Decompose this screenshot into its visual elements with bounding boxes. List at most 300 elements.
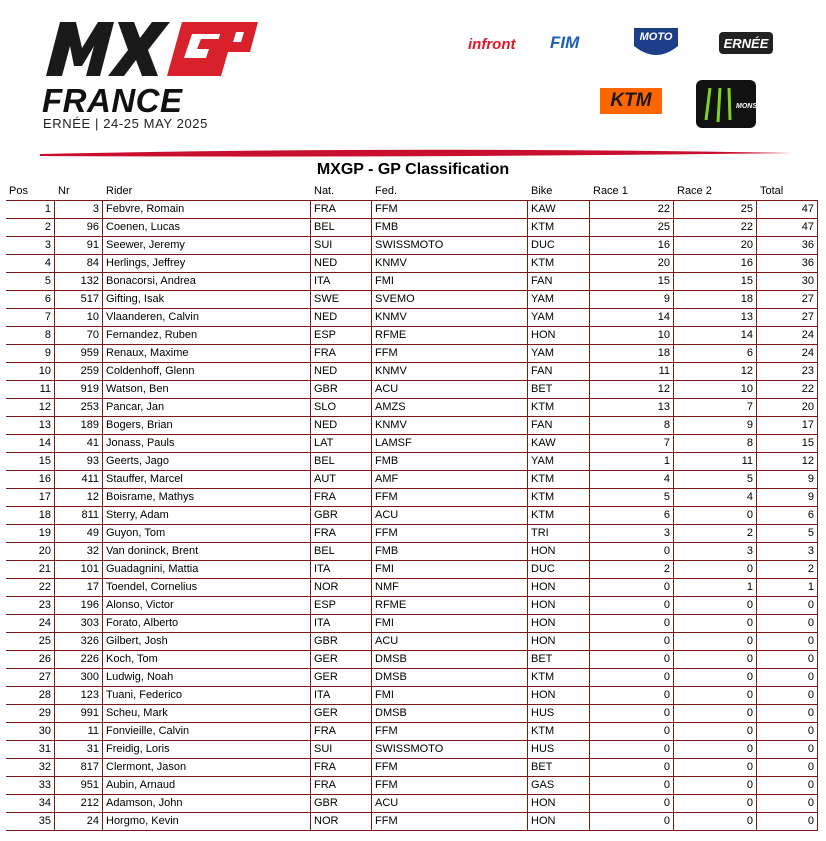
cell-race2: 18 xyxy=(674,291,757,309)
cell-nat: ITA xyxy=(311,615,372,633)
cell-bike: KTM xyxy=(528,399,590,417)
cell-fed: FMB xyxy=(372,543,528,561)
cell-rider: Gifting, Isak xyxy=(103,291,311,309)
cell-race2: 12 xyxy=(674,363,757,381)
cell-fed: FMI xyxy=(372,561,528,579)
cell-race1: 2 xyxy=(590,561,674,579)
cell-race1: 0 xyxy=(590,687,674,705)
cell-nat: FRA xyxy=(311,759,372,777)
cell-nr: 991 xyxy=(55,705,103,723)
cell-nat: LAT xyxy=(311,435,372,453)
cell-nr: 11 xyxy=(55,723,103,741)
table-row xyxy=(6,489,818,507)
cell-nr: 12 xyxy=(55,489,103,507)
table-row xyxy=(6,327,818,345)
cell-bike: GAS xyxy=(528,777,590,795)
cell-fed: FFM xyxy=(372,723,528,741)
cell-nr: 91 xyxy=(55,237,103,255)
cell-total: 24 xyxy=(757,327,818,345)
table-row xyxy=(6,237,818,255)
cell-pos: 30 xyxy=(6,723,55,741)
cell-rider: Watson, Ben xyxy=(103,381,311,399)
cell-nr: 123 xyxy=(55,687,103,705)
cell-fed: AMF xyxy=(372,471,528,489)
cell-nat: GBR xyxy=(311,381,372,399)
cell-race2: 7 xyxy=(674,399,757,417)
cell-rider: Stauffer, Marcel xyxy=(103,471,311,489)
cell-rider: Sterry, Adam xyxy=(103,507,311,525)
cell-nr: 24 xyxy=(55,813,103,831)
cell-fed: LAMSF xyxy=(372,435,528,453)
cell-race2: 0 xyxy=(674,597,757,615)
cell-total: 22 xyxy=(757,381,818,399)
cell-nr: 411 xyxy=(55,471,103,489)
cell-pos: 32 xyxy=(6,759,55,777)
table-row xyxy=(6,471,818,489)
cell-nat: NED xyxy=(311,417,372,435)
cell-fed: SVEMO xyxy=(372,291,528,309)
cell-total: 0 xyxy=(757,705,818,723)
page-header xyxy=(0,0,826,160)
cell-nr: 811 xyxy=(55,507,103,525)
cell-rider: Forato, Alberto xyxy=(103,615,311,633)
cell-nr: 32 xyxy=(55,543,103,561)
cell-bike: HON xyxy=(528,597,590,615)
cell-rider: Seewer, Jeremy xyxy=(103,237,311,255)
cell-fed: ACU xyxy=(372,507,528,525)
cell-rider: Van doninck, Brent xyxy=(103,543,311,561)
cell-race1: 6 xyxy=(590,507,674,525)
cell-rider: Boisrame, Mathys xyxy=(103,489,311,507)
cell-pos: 35 xyxy=(6,813,55,831)
cell-rider: Aubin, Arnaud xyxy=(103,777,311,795)
cell-bike: HON xyxy=(528,327,590,345)
cell-rider: Tuani, Federico xyxy=(103,687,311,705)
cell-bike: FAN xyxy=(528,273,590,291)
cell-nat: BEL xyxy=(311,453,372,471)
cell-race2: 0 xyxy=(674,633,757,651)
table-row xyxy=(6,255,818,273)
event-country: FRANCE xyxy=(42,82,183,119)
cell-race1: 0 xyxy=(590,723,674,741)
cell-bike: BET xyxy=(528,759,590,777)
cell-nat: GBR xyxy=(311,633,372,651)
cell-nat: ESP xyxy=(311,597,372,615)
cell-total: 0 xyxy=(757,597,818,615)
cell-nr: 959 xyxy=(55,345,103,363)
classification-table xyxy=(6,183,818,831)
cell-bike: KTM xyxy=(528,219,590,237)
cell-nat: FRA xyxy=(311,345,372,363)
table-header xyxy=(6,183,818,201)
cell-pos: 12 xyxy=(6,399,55,417)
cell-nr: 259 xyxy=(55,363,103,381)
table-row xyxy=(6,435,818,453)
cell-fed: FMI xyxy=(372,273,528,291)
cell-race1: 5 xyxy=(590,489,674,507)
cell-bike: KTM xyxy=(528,471,590,489)
cell-total: 20 xyxy=(757,399,818,417)
cell-race1: 0 xyxy=(590,579,674,597)
cell-pos: 15 xyxy=(6,453,55,471)
cell-race2: 0 xyxy=(674,723,757,741)
cell-rider: Guyon, Tom xyxy=(103,525,311,543)
svg-text:ERNÉE: ERNÉE xyxy=(723,36,769,51)
cell-bike: HON xyxy=(528,813,590,831)
cell-fed: FMI xyxy=(372,615,528,633)
table-row xyxy=(6,615,818,633)
cell-pos: 33 xyxy=(6,777,55,795)
table-row xyxy=(6,309,818,327)
cell-nat: FRA xyxy=(311,201,372,219)
cell-nr: 303 xyxy=(55,615,103,633)
cell-nat: NED xyxy=(311,363,372,381)
cell-nr: 951 xyxy=(55,777,103,795)
cell-pos: 1 xyxy=(6,201,55,219)
cell-race2: 22 xyxy=(674,219,757,237)
cell-pos: 22 xyxy=(6,579,55,597)
cell-total: 1 xyxy=(757,579,818,597)
cell-rider: Renaux, Maxime xyxy=(103,345,311,363)
cell-pos: 4 xyxy=(6,255,55,273)
cell-nr: 70 xyxy=(55,327,103,345)
cell-race2: 0 xyxy=(674,615,757,633)
table-row xyxy=(6,669,818,687)
cell-race2: 0 xyxy=(674,759,757,777)
cell-bike: KAW xyxy=(528,435,590,453)
cell-fed: DMSB xyxy=(372,669,528,687)
cell-bike: KAW xyxy=(528,201,590,219)
cell-nat: SUI xyxy=(311,237,372,255)
cell-rider: Fernandez, Ruben xyxy=(103,327,311,345)
cell-total: 17 xyxy=(757,417,818,435)
infront-logo: infront xyxy=(468,36,516,53)
table-row xyxy=(6,777,818,795)
cell-fed: KNMV xyxy=(372,363,528,381)
red-swoosh-divider xyxy=(40,148,792,158)
cell-nr: 212 xyxy=(55,795,103,813)
table-row xyxy=(6,507,818,525)
cell-pos: 14 xyxy=(6,435,55,453)
cell-race1: 3 xyxy=(590,525,674,543)
cell-race1: 4 xyxy=(590,471,674,489)
col-rider: Rider xyxy=(103,183,311,201)
cell-pos: 20 xyxy=(6,543,55,561)
cell-nr: 196 xyxy=(55,597,103,615)
cell-fed: FFM xyxy=(372,345,528,363)
cell-nr: 300 xyxy=(55,669,103,687)
cell-race1: 0 xyxy=(590,741,674,759)
cell-pos: 31 xyxy=(6,741,55,759)
cell-race1: 10 xyxy=(590,327,674,345)
cell-pos: 27 xyxy=(6,669,55,687)
table-row xyxy=(6,453,818,471)
table-row xyxy=(6,561,818,579)
table-row xyxy=(6,363,818,381)
cell-race1: 0 xyxy=(590,795,674,813)
cell-fed: FFM xyxy=(372,201,528,219)
cell-pos: 6 xyxy=(6,291,55,309)
cell-nr: 132 xyxy=(55,273,103,291)
cell-pos: 18 xyxy=(6,507,55,525)
table-row xyxy=(6,579,818,597)
cell-race1: 22 xyxy=(590,201,674,219)
cell-race2: 0 xyxy=(674,669,757,687)
cell-bike: HUS xyxy=(528,741,590,759)
cell-total: 0 xyxy=(757,687,818,705)
cell-nat: GER xyxy=(311,651,372,669)
cell-nr: 101 xyxy=(55,561,103,579)
cell-nr: 919 xyxy=(55,381,103,399)
cell-pos: 3 xyxy=(6,237,55,255)
cell-fed: KNMV xyxy=(372,309,528,327)
cell-bike: KTM xyxy=(528,723,590,741)
cell-nr: 10 xyxy=(55,309,103,327)
cell-rider: Bonacorsi, Andrea xyxy=(103,273,311,291)
table-row xyxy=(6,201,818,219)
cell-total: 12 xyxy=(757,453,818,471)
cell-race2: 0 xyxy=(674,741,757,759)
table-row xyxy=(6,813,818,831)
col-fed: Fed. xyxy=(372,183,528,201)
cell-fed: FMB xyxy=(372,453,528,471)
cell-bike: FAN xyxy=(528,417,590,435)
cell-nat: FRA xyxy=(311,525,372,543)
cell-race2: 6 xyxy=(674,345,757,363)
cell-race1: 0 xyxy=(590,759,674,777)
cell-total: 15 xyxy=(757,435,818,453)
cell-race1: 11 xyxy=(590,363,674,381)
cell-race1: 13 xyxy=(590,399,674,417)
cell-nat: FRA xyxy=(311,489,372,507)
cell-fed: ACU xyxy=(372,633,528,651)
table-row xyxy=(6,399,818,417)
cell-nat: BEL xyxy=(311,543,372,561)
cell-nr: 17 xyxy=(55,579,103,597)
cell-race1: 16 xyxy=(590,237,674,255)
cell-bike: BET xyxy=(528,651,590,669)
cell-nat: NOR xyxy=(311,813,372,831)
cell-race2: 0 xyxy=(674,705,757,723)
cell-nat: ITA xyxy=(311,561,372,579)
cell-pos: 7 xyxy=(6,309,55,327)
cell-total: 5 xyxy=(757,525,818,543)
cell-race2: 11 xyxy=(674,453,757,471)
cell-pos: 5 xyxy=(6,273,55,291)
table-row xyxy=(6,687,818,705)
cell-pos: 8 xyxy=(6,327,55,345)
cell-fed: RFME xyxy=(372,597,528,615)
cell-race2: 3 xyxy=(674,543,757,561)
cell-fed: ACU xyxy=(372,795,528,813)
cell-race2: 0 xyxy=(674,507,757,525)
cell-bike: YAM xyxy=(528,291,590,309)
cell-race1: 0 xyxy=(590,705,674,723)
cell-fed: FFM xyxy=(372,525,528,543)
cell-pos: 29 xyxy=(6,705,55,723)
cell-rider: Coldenhoff, Glenn xyxy=(103,363,311,381)
cell-pos: 26 xyxy=(6,651,55,669)
cell-nat: NED xyxy=(311,309,372,327)
cell-rider: Alonso, Victor xyxy=(103,597,311,615)
cell-bike: BET xyxy=(528,381,590,399)
cell-bike: YAM xyxy=(528,453,590,471)
cell-race2: 0 xyxy=(674,561,757,579)
col-nr: Nr xyxy=(55,183,103,201)
cell-total: 3 xyxy=(757,543,818,561)
cell-fed: ACU xyxy=(372,381,528,399)
cell-bike: HON xyxy=(528,579,590,597)
cell-race1: 9 xyxy=(590,291,674,309)
table-row xyxy=(6,219,818,237)
cell-race1: 7 xyxy=(590,435,674,453)
cell-race1: 8 xyxy=(590,417,674,435)
ktm-logo: KTM xyxy=(600,88,662,114)
cell-rider: Koch, Tom xyxy=(103,651,311,669)
cell-fed: NMF xyxy=(372,579,528,597)
cell-nr: 253 xyxy=(55,399,103,417)
cell-rider: Febvre, Romain xyxy=(103,201,311,219)
cell-race1: 0 xyxy=(590,597,674,615)
cell-total: 27 xyxy=(757,291,818,309)
cell-bike: FAN xyxy=(528,363,590,381)
cell-race1: 0 xyxy=(590,543,674,561)
cell-total: 0 xyxy=(757,669,818,687)
event-subtitle: ERNÉE | 24-25 MAY 2025 xyxy=(43,116,208,131)
cell-fed: FFM xyxy=(372,489,528,507)
cell-total: 0 xyxy=(757,777,818,795)
cell-total: 47 xyxy=(757,201,818,219)
cell-total: 24 xyxy=(757,345,818,363)
col-race1: Race 1 xyxy=(590,183,674,201)
cell-pos: 9 xyxy=(6,345,55,363)
cell-race1: 1 xyxy=(590,453,674,471)
cell-race2: 0 xyxy=(674,813,757,831)
cell-race2: 1 xyxy=(674,579,757,597)
cell-race2: 14 xyxy=(674,327,757,345)
cell-total: 0 xyxy=(757,795,818,813)
cell-pos: 25 xyxy=(6,633,55,651)
table-row xyxy=(6,705,818,723)
cell-race2: 0 xyxy=(674,777,757,795)
cell-rider: Jonass, Pauls xyxy=(103,435,311,453)
cell-rider: Adamson, John xyxy=(103,795,311,813)
cell-race1: 0 xyxy=(590,669,674,687)
table-row xyxy=(6,741,818,759)
svg-text:MOTO: MOTO xyxy=(639,31,673,43)
cell-race1: 14 xyxy=(590,309,674,327)
cell-nat: ITA xyxy=(311,273,372,291)
cell-fed: DMSB xyxy=(372,705,528,723)
cell-total: 30 xyxy=(757,273,818,291)
cell-bike: KTM xyxy=(528,669,590,687)
cell-nat: SWE xyxy=(311,291,372,309)
cell-total: 0 xyxy=(757,759,818,777)
cell-rider: Gilbert, Josh xyxy=(103,633,311,651)
cell-race2: 25 xyxy=(674,201,757,219)
table-row xyxy=(6,651,818,669)
cell-nat: FRA xyxy=(311,777,372,795)
cell-nat: AUT xyxy=(311,471,372,489)
table-row xyxy=(6,525,818,543)
table-body xyxy=(6,201,818,831)
cell-fed: KNMV xyxy=(372,417,528,435)
cell-race2: 0 xyxy=(674,651,757,669)
cell-fed: FFM xyxy=(372,759,528,777)
cell-nr: 226 xyxy=(55,651,103,669)
cell-fed: SWISSMOTO xyxy=(372,237,528,255)
cell-fed: AMZS xyxy=(372,399,528,417)
cell-pos: 13 xyxy=(6,417,55,435)
cell-rider: Fonvieille, Calvin xyxy=(103,723,311,741)
cell-nat: GER xyxy=(311,705,372,723)
cell-pos: 24 xyxy=(6,615,55,633)
cell-total: 27 xyxy=(757,309,818,327)
cell-bike: HON xyxy=(528,633,590,651)
cell-pos: 34 xyxy=(6,795,55,813)
cell-race1: 12 xyxy=(590,381,674,399)
cell-race1: 0 xyxy=(590,813,674,831)
cell-nat: GBR xyxy=(311,795,372,813)
cell-nr: 93 xyxy=(55,453,103,471)
col-bike: Bike xyxy=(528,183,590,201)
cell-rider: Horgmo, Kevin xyxy=(103,813,311,831)
cell-total: 2 xyxy=(757,561,818,579)
cell-fed: FFM xyxy=(372,813,528,831)
table-row xyxy=(6,291,818,309)
table-row xyxy=(6,633,818,651)
cell-race1: 0 xyxy=(590,777,674,795)
cell-bike: YAM xyxy=(528,309,590,327)
table-row xyxy=(6,381,818,399)
cell-nat: GBR xyxy=(311,507,372,525)
cell-fed: FFM xyxy=(372,777,528,795)
cell-pos: 11 xyxy=(6,381,55,399)
cell-bike: HUS xyxy=(528,705,590,723)
table-row xyxy=(6,417,818,435)
cell-total: 6 xyxy=(757,507,818,525)
cell-bike: HON xyxy=(528,687,590,705)
cell-nat: ESP xyxy=(311,327,372,345)
cell-bike: HON xyxy=(528,543,590,561)
cell-nr: 189 xyxy=(55,417,103,435)
cell-race1: 18 xyxy=(590,345,674,363)
col-nat: Nat. xyxy=(311,183,372,201)
cell-bike: DUC xyxy=(528,237,590,255)
cell-pos: 2 xyxy=(6,219,55,237)
cell-nr: 517 xyxy=(55,291,103,309)
cell-nat: ITA xyxy=(311,687,372,705)
cell-bike: KTM xyxy=(528,489,590,507)
cell-fed: FMI xyxy=(372,687,528,705)
cell-nr: 41 xyxy=(55,435,103,453)
cell-nat: NED xyxy=(311,255,372,273)
cell-fed: SWISSMOTO xyxy=(372,741,528,759)
cell-total: 9 xyxy=(757,471,818,489)
cell-pos: 10 xyxy=(6,363,55,381)
cell-race1: 25 xyxy=(590,219,674,237)
cell-bike: HON xyxy=(528,615,590,633)
cell-race1: 0 xyxy=(590,615,674,633)
cell-fed: FMB xyxy=(372,219,528,237)
cell-rider: Coenen, Lucas xyxy=(103,219,311,237)
cell-nat: SLO xyxy=(311,399,372,417)
cell-bike: KTM xyxy=(528,255,590,273)
ffm-moto-logo xyxy=(630,26,682,60)
cell-race2: 5 xyxy=(674,471,757,489)
table-row xyxy=(6,543,818,561)
cell-race2: 13 xyxy=(674,309,757,327)
